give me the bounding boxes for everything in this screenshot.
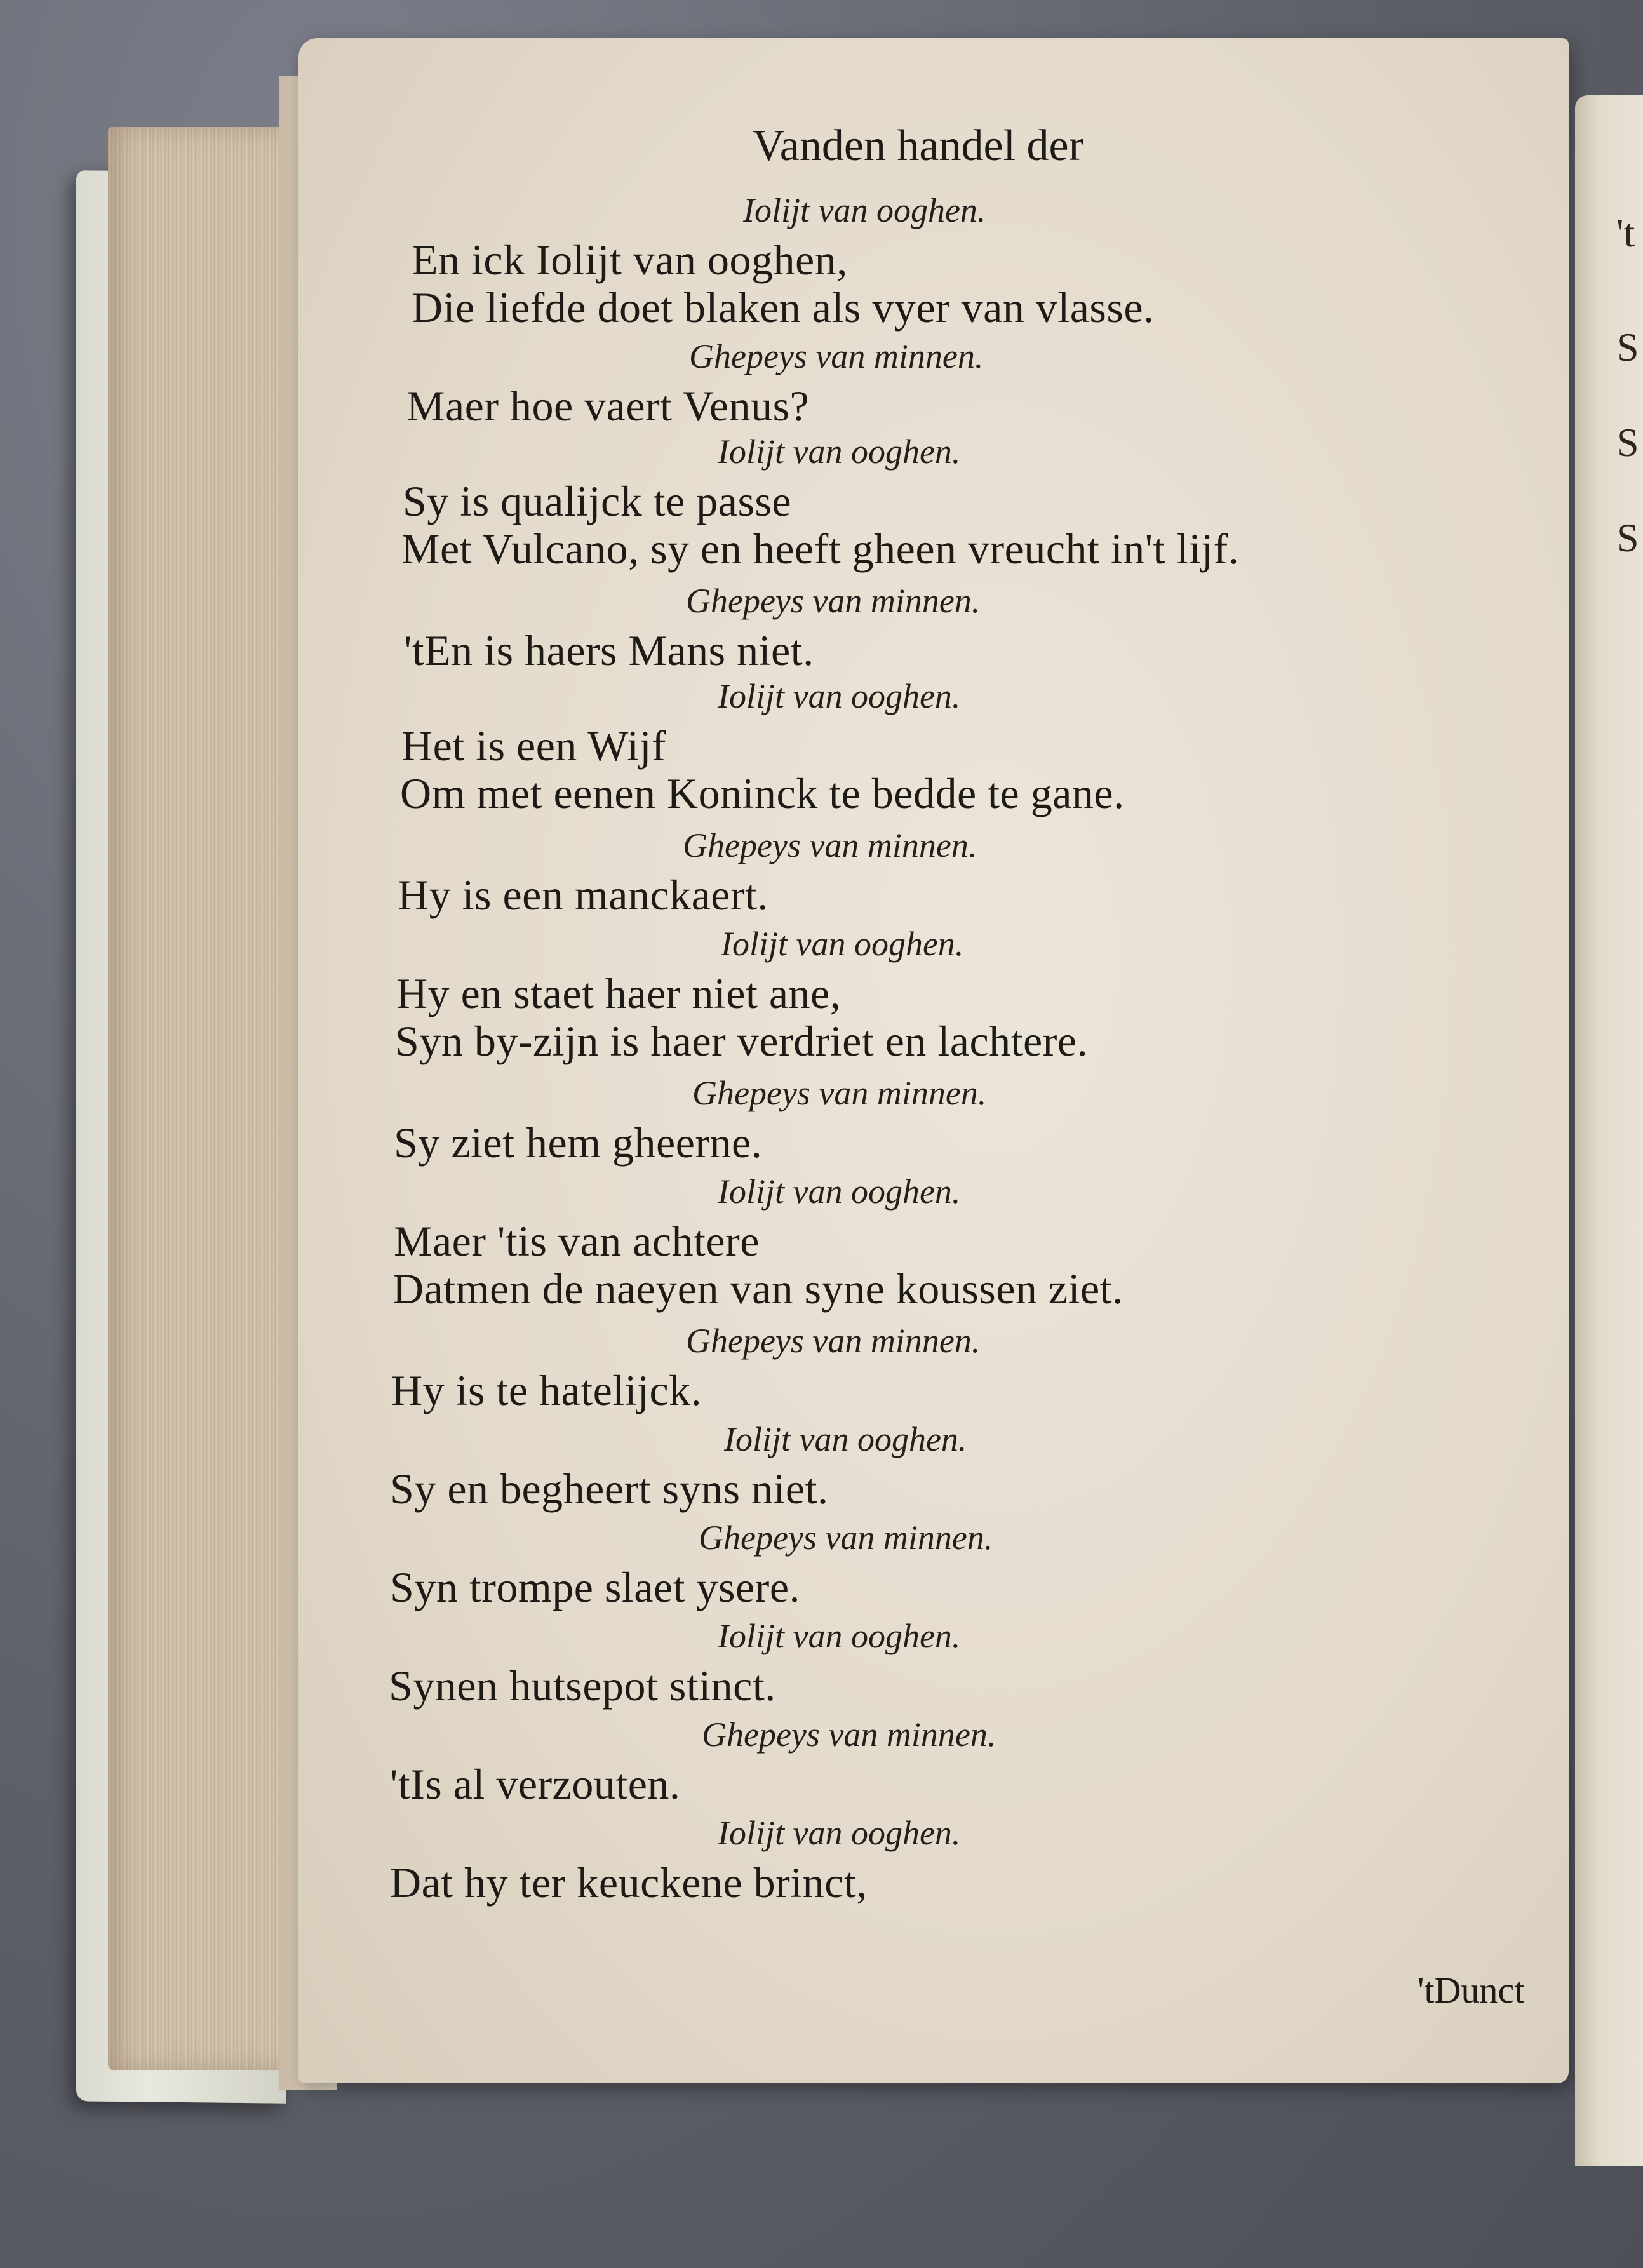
verse-line: 'tIs al verzouten. <box>390 1760 681 1808</box>
verse-line: 'tEn is haers Mans niet. <box>404 626 814 674</box>
speaker-name: Ghepeys van minnen. <box>702 1715 996 1754</box>
verse-line: Met Vulcano, sy en heeft gheen vreucht in't lijf. <box>401 525 1240 573</box>
speaker-name: Ghepeys van minnen. <box>683 826 977 864</box>
verse-line: Hy en staet haer niet ane, <box>396 969 842 1017</box>
speaker-name: Iolijt van ooghen. <box>718 1172 961 1211</box>
speaker-name: Iolijt van ooghen. <box>718 1814 961 1852</box>
verse-line: Om met eenen Koninck te bedde te gane. <box>400 769 1125 817</box>
running-header: Vanden handel der <box>753 121 1083 170</box>
verse-line: Dat hy ter keuckene brinct, <box>390 1858 868 1907</box>
speaker-name: Iolijt van ooghen. <box>721 925 964 963</box>
verse-line: Sy en begheert syns niet. <box>390 1465 829 1513</box>
verse-line: Maer hoe vaert Venus? <box>406 382 810 430</box>
speaker-name: Iolijt van ooghen. <box>743 191 986 229</box>
verse-line: Datmen de naeyen van syne koussen ziet. <box>392 1265 1123 1313</box>
speaker-name: Ghepeys van minnen. <box>686 582 981 620</box>
speaker-name: Ghepeys van minnen. <box>689 337 984 375</box>
verse-line: Het is een Wijf <box>401 721 667 770</box>
speaker-name: Iolijt van ooghen. <box>718 433 961 471</box>
facing-page-fragment: 't <box>1616 210 1635 255</box>
speaker-name: Iolijt van ooghen. <box>718 677 961 715</box>
verse-line: Maer 'tis van achtere <box>394 1217 760 1265</box>
verse-line: Hy is een manckaert. <box>398 871 768 919</box>
verse-line: Syn trompe slaet ysere. <box>390 1563 801 1611</box>
catchword: 'tDunct <box>1418 1969 1525 2011</box>
verse-line: Hy is te hatelijck. <box>391 1366 702 1414</box>
verse-line: En ick Iolijt van ooghen, <box>412 236 848 284</box>
facing-page-fragment: S <box>1616 420 1639 465</box>
speaker-name: Ghepeys van minnen. <box>692 1074 987 1112</box>
verse-line: Syn by-zijn is haer verdriet en lachtere. <box>395 1017 1089 1065</box>
speaker-name: Ghepeys van minnen. <box>699 1519 993 1557</box>
verse-line: Die liefde doet blaken als vyer van vlasse. <box>412 283 1155 332</box>
verse-line: Sy ziet hem gheerne. <box>394 1118 763 1167</box>
facing-page-fragment: S <box>1616 325 1639 370</box>
speaker-name: Iolijt van ooghen. <box>724 1420 967 1458</box>
speaker-name: Ghepeys van minnen. <box>686 1322 981 1360</box>
verse-line: Sy is qualijck te passe <box>403 477 792 525</box>
facing-page-fragment: S <box>1616 515 1639 560</box>
verse-line: Synen hutsepot stinct. <box>389 1661 776 1710</box>
speaker-name: Iolijt van ooghen. <box>718 1617 961 1655</box>
